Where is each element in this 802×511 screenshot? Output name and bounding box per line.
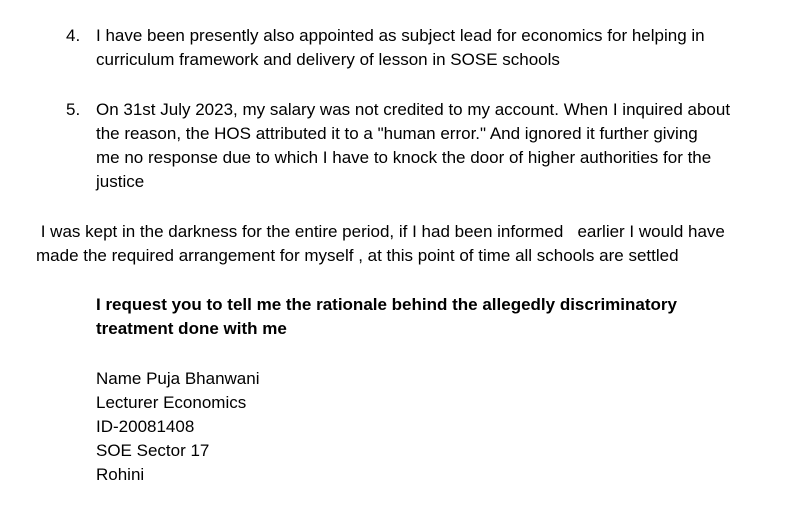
signature-id: ID-20081408 [96, 417, 195, 436]
list-item-text-line: I have been presently also appointed as subject lead for economics for helping in [96, 26, 705, 45]
list-item-text-line: curriculum framework and delivery of lesson in SOSE schools [96, 50, 560, 69]
list-item-text-line: justice [96, 172, 145, 191]
list-item-number: 4. [66, 26, 81, 45]
paragraph-line: I was kept in the darkness for the entire period, if I had been informed earlier I would have [36, 222, 725, 241]
request-line: I request you to tell me the rationale behind the allegedly discriminatory [96, 295, 677, 314]
signature-school: SOE Sector 17 [96, 441, 210, 460]
list-item-number: 5. [66, 100, 81, 119]
signature-name: Name Puja Bhanwani [96, 369, 260, 388]
signature-location: Rohini [96, 465, 145, 484]
signature-designation: Lecturer Economics [96, 393, 247, 412]
list-item-text-line: me no response due to which I have to knock the door of higher authorities for the [96, 148, 712, 167]
list-item-text-line: the reason, the HOS attributed it to a "human error." And ignored it further giving [96, 124, 698, 143]
list-item-text-line: On 31st July 2023, my salary was not credited to my account. When I inquired about [96, 100, 731, 119]
paragraph-line: made the required arrangement for myself , at this point of time all schools are settled [36, 246, 679, 265]
request-line: treatment done with me [96, 319, 287, 338]
